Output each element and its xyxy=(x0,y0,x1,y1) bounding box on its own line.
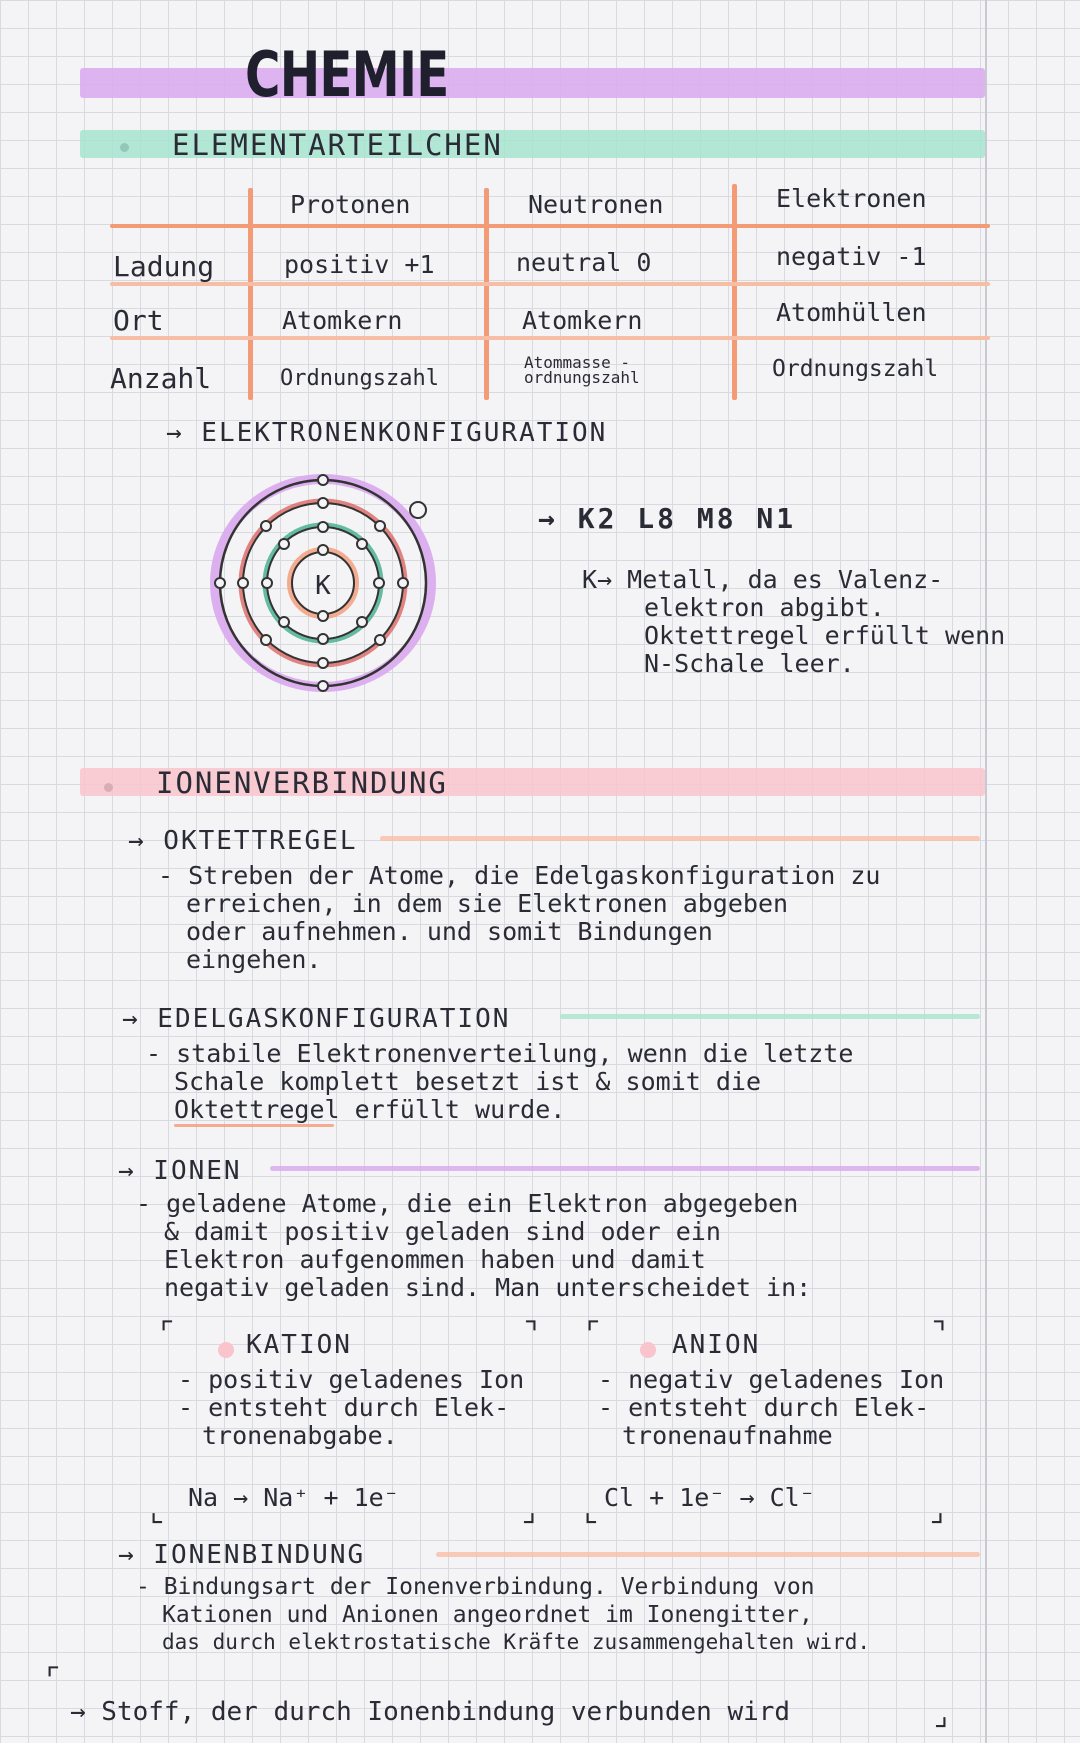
oktettregel-underline xyxy=(380,836,980,841)
oktettregel-line-2: erreichen, in dem sie Elektronen abgeben xyxy=(186,889,789,918)
cell-elektronen-anzahl: Ordnungszahl xyxy=(772,356,939,382)
cell-neutronen-anzahl: Atommasse - ordnungszahl xyxy=(524,353,640,387)
anion-corner-bl: ⌞ xyxy=(584,1494,599,1529)
ionen-line-3: Elektron aufgenommen haben und damit xyxy=(164,1245,706,1274)
table-row-line-1 xyxy=(110,282,990,286)
kation-line-3: tronenabgabe. xyxy=(202,1421,398,1450)
kation-corner-tr: ⌝ xyxy=(524,1316,539,1351)
kation-corner-bl: ⌞ xyxy=(150,1494,165,1529)
cell-elektronen-ladung: negativ -1 xyxy=(776,242,927,271)
ionen-heading: → IONEN xyxy=(118,1156,242,1186)
anion-corner-br: ⌟ xyxy=(930,1494,945,1529)
page-margin-line xyxy=(985,0,987,1743)
page-title: CHEMIE xyxy=(245,38,449,111)
anion-corner-tr: ⌝ xyxy=(932,1316,947,1351)
cell-elektronen-ort: Atomhüllen xyxy=(776,298,927,327)
anion-heading: ANION xyxy=(672,1330,761,1360)
footer-corner-br: ⌟ xyxy=(934,1698,949,1733)
edelgas-line-2: Schale komplett besetzt ist & somit die xyxy=(174,1067,761,1096)
table-divider-3 xyxy=(732,184,737,400)
oktettregel-line-1: - Streben der Atome, die Edelgaskonfiguration zu xyxy=(158,861,881,890)
kation-formula: Na → Na⁺ + 1e⁻ xyxy=(188,1483,399,1512)
row-label-anzahl: Anzahl xyxy=(110,362,212,395)
potassium-atom-diagram xyxy=(206,470,456,710)
row-label-ort: Ort xyxy=(113,304,164,337)
table-divider-2 xyxy=(484,188,489,400)
ionenbindung-heading: → IONENBINDUNG xyxy=(118,1540,366,1570)
anion-corner-tl: ⌜ xyxy=(586,1316,601,1351)
kation-corner-tl: ⌜ xyxy=(160,1316,175,1351)
oktettregel-term-underline xyxy=(174,1124,334,1127)
anion-marker xyxy=(640,1342,656,1358)
edelgas-line-1: - stabile Elektronenverteilung, wenn die letzte xyxy=(146,1039,854,1068)
note-line-2: elektron abgibt. xyxy=(644,593,885,622)
note-line-3: Oktettregel erfüllt wenn xyxy=(644,621,1006,650)
kation-line-2: - entsteht durch Elek- xyxy=(178,1393,510,1422)
anion-line-1: - negativ geladenes Ion xyxy=(598,1365,945,1394)
column-header-elektronen: Elektronen xyxy=(776,184,927,213)
footer-note: → Stoff, der durch Ionenbindung verbunden wird xyxy=(70,1697,791,1727)
oktettregel-line-4: eingehen. xyxy=(186,945,322,974)
ionen-line-4: negativ geladen sind. Man unterscheidet in: xyxy=(164,1273,812,1302)
cell-protonen-ort: Atomkern xyxy=(282,306,403,335)
table-row-line-2 xyxy=(110,336,990,340)
column-header-protonen: Protonen xyxy=(290,190,411,219)
ionen-line-1: - geladene Atome, die ein Elektron abgegeben xyxy=(136,1189,799,1218)
ionenbindung-line-1: - Bindungsart der Ionenverbindung. Verbindung von xyxy=(136,1574,815,1600)
kation-line-1: - positiv geladenes Ion xyxy=(178,1365,525,1394)
section1-heading: ELEMENTARTEILCHEN xyxy=(172,128,503,162)
ionenbindung-line-3: das durch elektrostatische Kräfte zusammengehalten wird. xyxy=(162,1630,871,1654)
title-highlight xyxy=(80,68,985,98)
kation-heading: KATION xyxy=(246,1330,352,1360)
anion-line-2: - entsteht durch Elek- xyxy=(598,1393,930,1422)
atom-label: K xyxy=(315,571,331,601)
kation-marker xyxy=(218,1342,234,1358)
footer-corner-tl: ⌜ xyxy=(46,1662,61,1697)
row-label-ladung: Ladung xyxy=(113,250,215,283)
shell-configuration: → K2 L8 M8 N1 xyxy=(538,502,797,535)
cell-neutronen-ladung: neutral 0 xyxy=(516,248,652,277)
kation-corner-br: ⌟ xyxy=(522,1494,537,1529)
section2-heading: IONENVERBINDUNG xyxy=(156,766,448,800)
cell-protonen-anzahl: Ordnungszahl xyxy=(280,366,439,391)
edelgas-underline xyxy=(560,1014,980,1019)
ionenbindung-underline xyxy=(436,1552,980,1557)
cell-neutronen-ort: Atomkern xyxy=(522,306,643,335)
column-header-neutronen: Neutronen xyxy=(528,190,664,219)
oktettregel-heading: → OKTETTREGEL xyxy=(128,826,358,856)
anion-line-3: tronenaufnahme xyxy=(622,1421,833,1450)
cell-protonen-ladung: positiv +1 xyxy=(284,250,435,279)
edelgas-heading: → EDELGASKONFIGURATION xyxy=(122,1004,511,1034)
oktettregel-line-3: oder aufnehmen. und somit Bindungen xyxy=(186,917,713,946)
ionen-underline xyxy=(270,1166,980,1171)
edelgas-line-3: Oktettregel erfüllt wurde. xyxy=(174,1095,566,1124)
ionenbindung-line-2: Kationen und Anionen angeordnet im Ionengitter, xyxy=(162,1602,813,1628)
note-line-4: N-Schale leer. xyxy=(644,649,855,678)
ionen-line-2: & damit positiv geladen sind oder ein xyxy=(164,1217,721,1246)
config-heading: → ELEKTRONENKONFIGURATION xyxy=(166,418,608,448)
table-header-line xyxy=(110,224,990,228)
anion-formula: Cl + 1e⁻ → Cl⁻ xyxy=(604,1483,815,1512)
note-line-1: K→ Metall, da es Valenz- xyxy=(582,565,944,594)
table-divider-1 xyxy=(248,188,253,400)
